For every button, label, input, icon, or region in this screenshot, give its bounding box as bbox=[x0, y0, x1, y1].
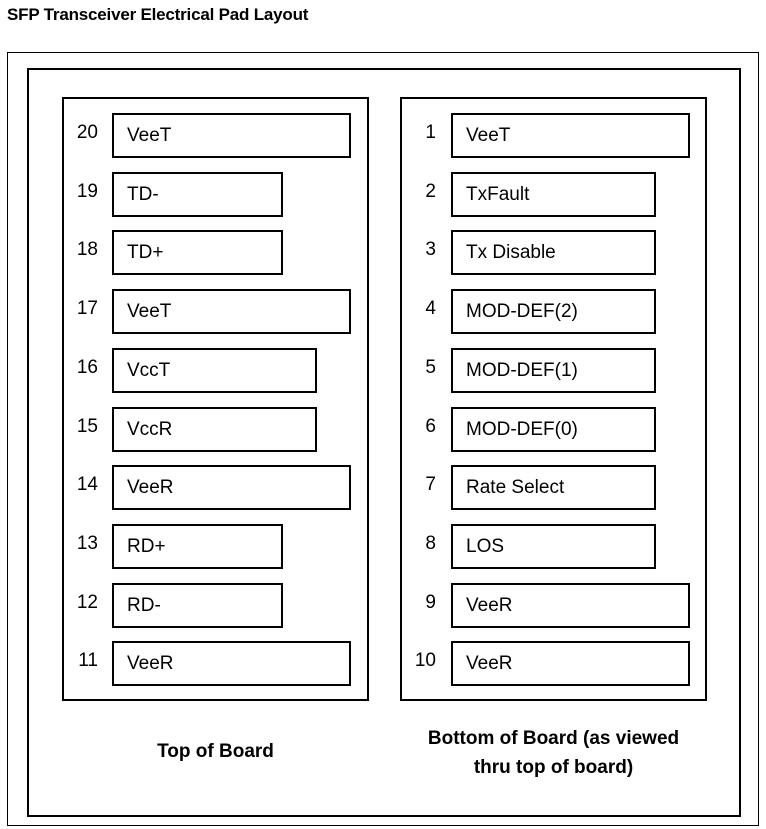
top-pad-19: TD- bbox=[112, 172, 283, 217]
bottom-pad-7: Rate Select bbox=[451, 465, 656, 510]
top-pad-13: RD+ bbox=[112, 524, 283, 569]
top-pin-number: 12 bbox=[76, 592, 98, 613]
bottom-pin-number: 4 bbox=[425, 298, 436, 319]
top-pad-18: TD+ bbox=[112, 230, 283, 275]
bottom-pad-5: MOD-DEF(1) bbox=[451, 348, 656, 393]
top-pad-16: VccT bbox=[112, 348, 317, 393]
top-pin-number: 19 bbox=[76, 181, 98, 202]
top-pin-number: 15 bbox=[76, 416, 98, 437]
bottom-pad-10: VeeR bbox=[451, 641, 690, 686]
top-pin-number: 16 bbox=[76, 357, 98, 378]
bottom-pad-4: MOD-DEF(2) bbox=[451, 289, 656, 334]
top-pad-15: VccR bbox=[112, 407, 317, 452]
bottom-pin-number: 6 bbox=[425, 416, 436, 437]
bottom-pad-1: VeeT bbox=[451, 113, 690, 158]
bottom-pin-number: 2 bbox=[425, 181, 436, 202]
bottom-pin-number: 10 bbox=[414, 650, 436, 671]
bottom-pad-9: VeeR bbox=[451, 583, 690, 628]
bottom-pin-number: 9 bbox=[425, 592, 436, 613]
top-pin-number: 17 bbox=[76, 298, 98, 319]
bottom-pin-number: 5 bbox=[425, 357, 436, 378]
bottom-pad-2: TxFault bbox=[451, 172, 656, 217]
diagram-title: SFP Transceiver Electrical Pad Layout bbox=[7, 5, 309, 24]
top-of-board-caption bbox=[62, 737, 369, 766]
top-pad-14: VeeR bbox=[112, 465, 351, 510]
top-pin-number: 13 bbox=[76, 533, 98, 554]
bottom-pad-6: MOD-DEF(0) bbox=[451, 407, 656, 452]
bottom-caption-line1: Bottom of Board (as viewed bbox=[427, 728, 680, 749]
top-caption-text: Top of Board bbox=[157, 741, 274, 762]
bottom-pin-number: 7 bbox=[425, 474, 436, 495]
bottom-pin-number: 1 bbox=[425, 122, 436, 143]
bottom-pad-3: Tx Disable bbox=[451, 230, 656, 275]
bottom-of-board-caption bbox=[390, 724, 717, 782]
bottom-pad-8: LOS bbox=[451, 524, 656, 569]
top-pad-17: VeeT bbox=[112, 289, 351, 334]
top-pin-number: 20 bbox=[76, 122, 98, 143]
bottom-pin-number: 8 bbox=[425, 533, 436, 554]
top-pad-12: RD- bbox=[112, 583, 283, 628]
bottom-pin-number: 3 bbox=[425, 239, 436, 260]
top-pin-number: 18 bbox=[76, 239, 98, 260]
top-pin-number: 11 bbox=[78, 650, 98, 671]
top-pad-11: VeeR bbox=[112, 641, 351, 686]
top-pad-20: VeeT bbox=[112, 113, 351, 158]
top-pin-number: 14 bbox=[76, 474, 98, 495]
bottom-caption-line2: thru top of board) bbox=[473, 757, 634, 778]
